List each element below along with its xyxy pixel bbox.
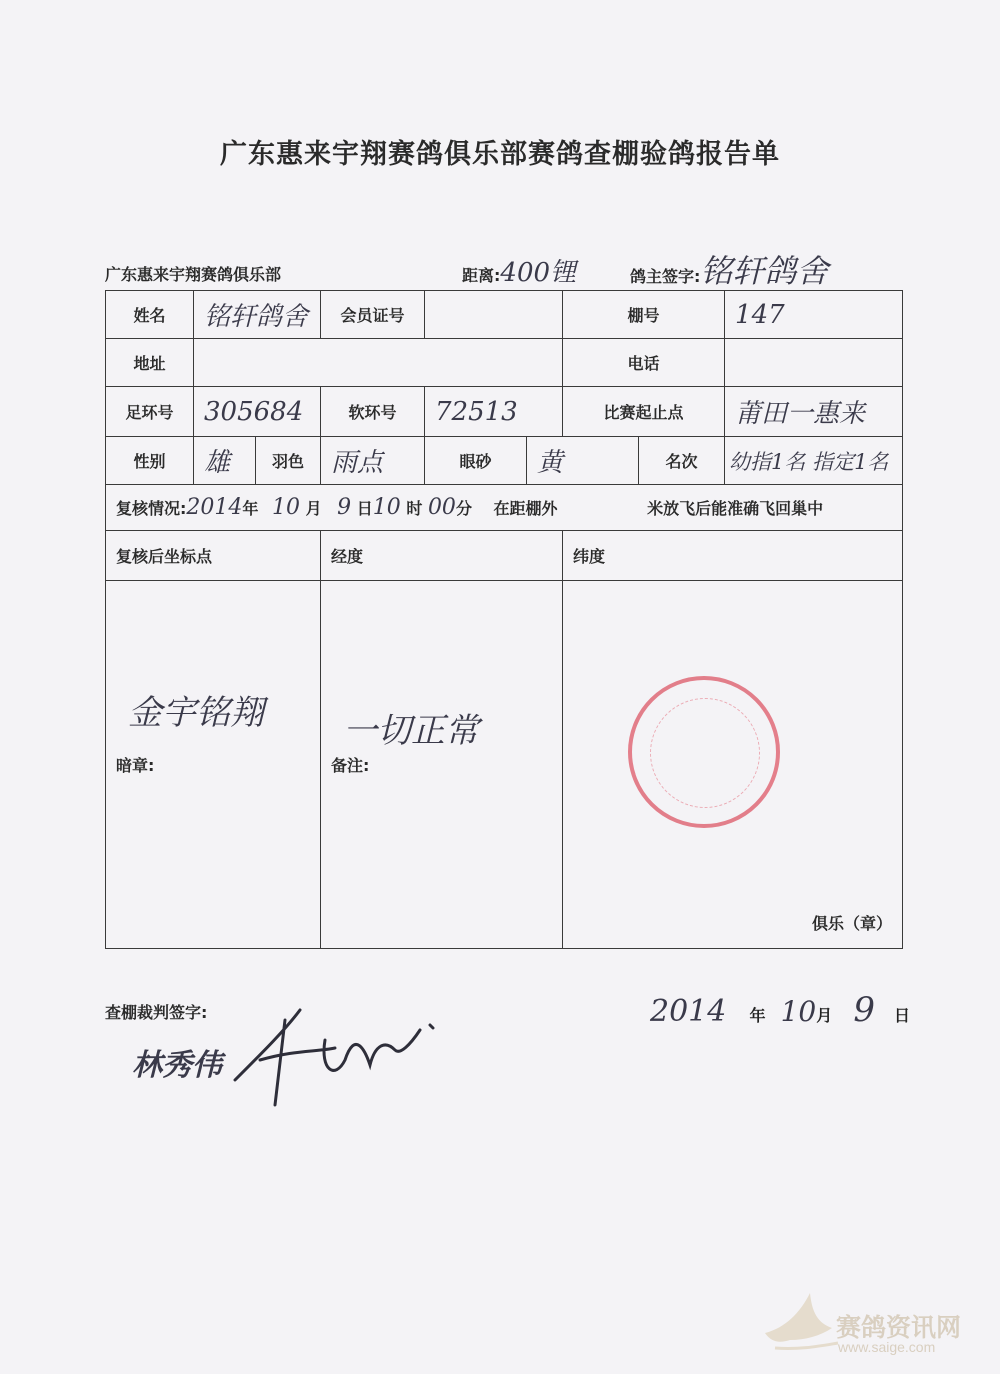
footer-month: 10 [780, 995, 817, 1028]
soft-ring-value: 72513 [425, 387, 563, 437]
soft-ring-label: 软环号 [321, 387, 425, 437]
secret-label: 暗章: [116, 756, 155, 775]
judge-signature [225, 990, 455, 1120]
loft-label: 棚号 [563, 291, 725, 339]
distance-label: 距离: [462, 266, 501, 285]
remark-cell [321, 581, 563, 949]
club-name: 广东惠来宇翔赛鸽俱乐部 [105, 265, 282, 284]
club-seal-stamp [628, 676, 780, 828]
remark-value: 一切正常 [343, 711, 480, 751]
club-seal-label: 俱乐（章） [812, 914, 893, 933]
longitude-label: 经度 [321, 531, 563, 581]
judge-sign-1: 林秀伟 [132, 1048, 222, 1083]
review-day: 9 [337, 495, 352, 520]
color-label: 羽色 [256, 437, 321, 485]
footer-date [650, 990, 910, 1030]
review-year-unit: 年 [242, 499, 259, 518]
race-points-value: 莆田一惠来 [725, 387, 903, 437]
review-minute: 00 [427, 495, 456, 520]
owner-sign-value: 铭轩鸽舍 [700, 252, 829, 290]
member-label: 会员证号 [321, 291, 425, 339]
color-value: 雨点 [321, 437, 425, 485]
judge-label: 查棚裁判签字: [105, 1003, 208, 1022]
footer-day: 9 [853, 990, 875, 1030]
watermark-text: 赛鸽资讯网 [836, 1313, 962, 1342]
owner-sign-label: 鸽主签字: [630, 267, 701, 286]
review-result: 米放飞后能准确飞回巢中 [647, 499, 824, 518]
watermark-url: www.saige.com [838, 1339, 936, 1355]
review-place: 在距棚外 [493, 499, 558, 518]
page-title: 广东惠来宇翔赛鸽俱乐部赛鸽查棚验鸽报告单 [220, 139, 780, 170]
review-day-unit: 日 [356, 499, 373, 518]
distance-value: 400 [500, 258, 551, 288]
coord-label: 复核后坐标点 [106, 531, 321, 581]
report-form [105, 290, 903, 949]
review-month-unit: 月 [305, 499, 322, 518]
sex-label: 性别 [106, 437, 194, 485]
review-year: 2014 [186, 495, 243, 520]
review-minute-unit: 分 [455, 499, 472, 518]
secret-cell [106, 581, 321, 949]
review-label: 复核情况: [116, 499, 187, 518]
review-hour-unit: 时 [406, 499, 423, 518]
footer-year: 2014 [650, 994, 727, 1029]
review-row [106, 485, 903, 531]
race-points-label: 比赛起止点 [563, 387, 725, 437]
footer-month-unit: 月 [816, 1006, 833, 1025]
rank-label: 名次 [639, 437, 725, 485]
loft-value: 147 [725, 291, 903, 339]
name-label: 姓名 [106, 291, 194, 339]
name-value: 铭轩鸽舍 [194, 291, 321, 339]
ring-value: 305684 [194, 387, 321, 437]
address-label: 地址 [106, 339, 194, 387]
secret-value: 金宇铭翔 [128, 693, 264, 733]
phone-label: 电话 [563, 339, 725, 387]
latitude-label: 纬度 [563, 531, 903, 581]
rank-value: 幼指1名 指定1名 [725, 437, 903, 485]
review-hour: 10 [372, 495, 401, 520]
footer-day-unit: 日 [894, 1006, 911, 1025]
distance-field [462, 252, 576, 289]
phone-value [725, 339, 903, 387]
distance-unit: 锂 [550, 258, 577, 288]
member-value [425, 291, 563, 339]
ring-label: 足环号 [106, 387, 194, 437]
eye-value: 黄 [527, 437, 639, 485]
footer-year-unit: 年 [749, 1006, 766, 1025]
owner-sign-field [630, 246, 828, 292]
eye-label: 眼砂 [425, 437, 527, 485]
review-month: 10 [272, 495, 300, 520]
sex-value: 雄 [194, 437, 256, 485]
remark-label: 备注: [331, 756, 370, 775]
address-value [194, 339, 563, 387]
seal-ring [650, 698, 760, 808]
